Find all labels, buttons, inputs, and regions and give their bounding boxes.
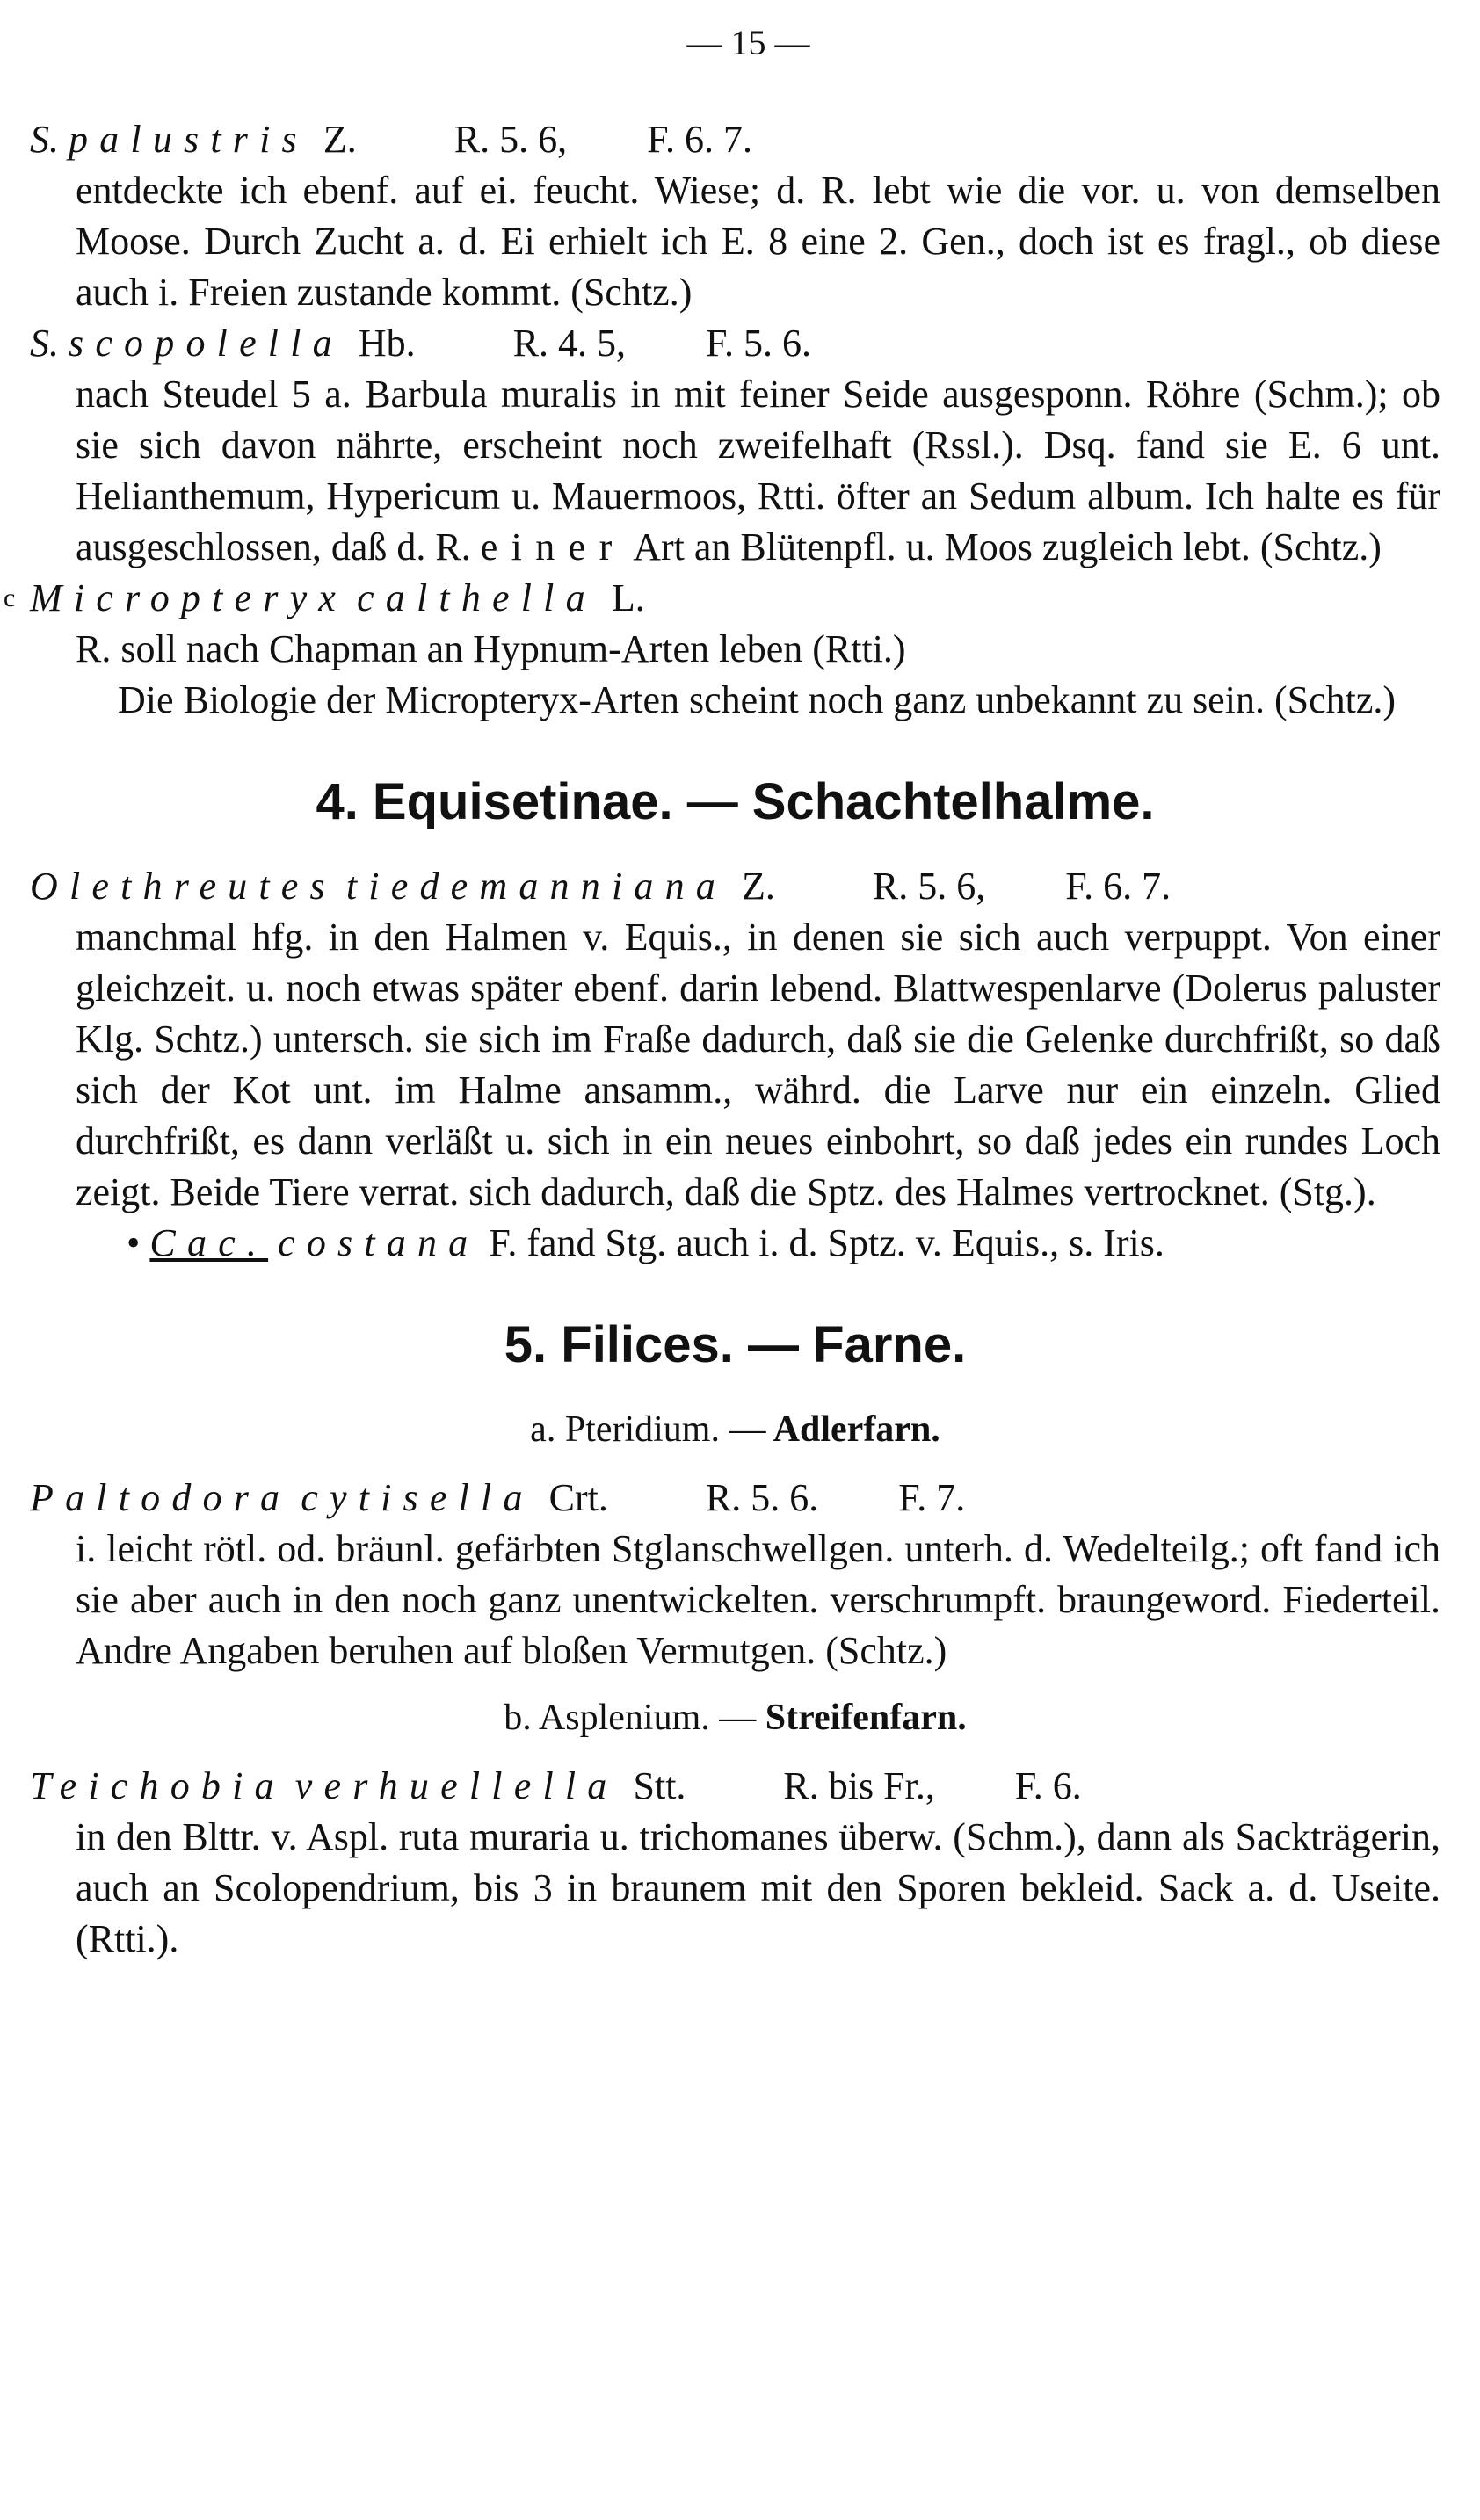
subsection-title — [30, 1404, 1440, 1455]
entry-header — [30, 573, 1440, 624]
species-name: cytisella — [301, 1476, 534, 1519]
author: Z. — [741, 865, 775, 908]
species-name: scopolella — [69, 322, 344, 365]
entry-text: in den Blttr. v. Aspl. ruta muraria u. trichomanes überw. (Schm.), dann als Sackträgerin, auch an Scolopendrium, bis 3 in braunem mit den Sporen bekleid. Sack a. d. Useite. (Rtti.). — [76, 1815, 1440, 1960]
entry-text: R. soll nach Chapman an Hypnum-Arten leben (Rtti.) — [76, 627, 906, 670]
section-title: 5. Filices. — Farne. — [504, 1316, 967, 1373]
genus: S. — [30, 118, 59, 161]
subsection-name: Streifenfarn. — [765, 1698, 967, 1738]
species-entry — [30, 861, 1440, 1218]
bullet-mark: • — [127, 1221, 141, 1264]
larva-period: R. 4. 5, — [512, 322, 626, 365]
genus: S. — [30, 322, 59, 365]
subsection-name: Adlerfarn. — [773, 1409, 940, 1450]
larva-period: R. 5. 6. — [705, 1476, 819, 1519]
entry-text: nach Steudel 5 a. Barbula muralis in mit feiner Seide ausgesponn. Röhre (Schm.); ob sie sich davon nährte, erscheint noch zweifelhaft (Rssl.). Dsq. fand sie E. 6 unt. Helianthemum, Hypericum u. Mauermoos, Rtti. öfter an Sedum album. Ich halte es für ausgeschlossen, daß d. R. einer Art an Blütenpfl. u. Moos zugleich lebt. (Schtz.) — [76, 373, 1440, 568]
larva-period: R. bis Fr., — [783, 1764, 935, 1807]
subsection-label: b. Asplenium. — [504, 1698, 710, 1738]
moth-period: F. 6. — [1014, 1764, 1082, 1807]
genus: Cac. — [149, 1221, 269, 1264]
species-name: tiedemanniana — [345, 865, 727, 908]
entry-header — [30, 114, 1440, 165]
species-entry — [30, 1473, 1440, 1676]
subsection-dash: — — [719, 1698, 757, 1738]
author: Z. — [323, 118, 357, 161]
document-page — [4, 18, 1440, 1965]
bullet-entry — [30, 1218, 1440, 1269]
author: Stt. — [633, 1764, 686, 1807]
section-title: 4. Equisetinae. — Schachtelhalme. — [316, 773, 1155, 830]
moth-period: F. 7. — [898, 1476, 966, 1519]
entry-text: entdeckte ich ebenf. auf ei. feucht. Wiese; d. R. lebt wie die vor. u. von demselben Moose. Durch Zucht a. d. Ei erhielt ich E. 8 eine 2. Gen., doch ist es fragl., ob diese auch i. Freien zustande kommt. (Schtz.) — [76, 169, 1440, 314]
page-number: — 15 — — [686, 23, 810, 62]
author: Hb. — [358, 322, 416, 365]
margin-mark: c — [4, 583, 16, 612]
moth-period: F. 5. 6. — [706, 322, 811, 365]
species-name: costana — [278, 1221, 480, 1264]
entry-text: manchmal hfg. in den Halmen v. Equis., in denen sie sich auch verpuppt. Von einer gleichzeit. u. noch etwas später ebenf. darin lebend. Blattwespenlarve (Dolerus paluster Klg. Schtz.) untersch. sie sich im Fraße dadurch, daß sie die Gelenke durchfrißt, so daß sich der Kot unt. im Halme ansamm., währd. die Larve nur ein einzeln. Glied durchfrißt, es dann verläßt u. sich in ein neues einbohrt, so daß jedes ein rundes Loch zeigt. Beide Tiere verrat. sich dadurch, daß die Sptz. des Halmes vertrocknet. (Stg.). — [76, 916, 1440, 1213]
species-name: verhuellella — [294, 1764, 619, 1807]
species-name: calthella — [357, 576, 597, 619]
moth-period: F. 6. 7. — [1065, 865, 1172, 908]
genus: Micropteryx — [30, 576, 348, 619]
genus: Paltodora — [30, 1476, 292, 1519]
moth-period: F. 6. 7. — [647, 118, 753, 161]
entry-header — [30, 1761, 1440, 1812]
genus: Olethreutes — [30, 865, 337, 908]
author: L. — [611, 576, 645, 619]
genus: Teichobia — [30, 1764, 286, 1807]
entry-text: fand Stg. auch i. d. Sptz. v. Equis., s. Iris. — [526, 1221, 1164, 1264]
entry-note: Die Biologie der Micropteryx-Arten scheint noch ganz unbekannt zu sein. (Schtz.) — [118, 678, 1396, 721]
species-entry — [30, 318, 1440, 573]
author: F. — [489, 1221, 518, 1264]
species-entry — [30, 114, 1440, 318]
species-name: palustris — [69, 118, 308, 161]
species-entry — [30, 1761, 1440, 1965]
entry-text: i. leicht rötl. od. bräunl. gefärbten Stglanschwellgen. unterh. d. Wedelteilg.; oft fand ich sie aber auch in den noch ganz unentwickelten. verschrumpft. braungeword. Fiederteil. Andre Angaben beruhen auf bloßen Vermutgen. (Schtz.) — [76, 1527, 1440, 1672]
author: Crt. — [548, 1476, 608, 1519]
species-entry — [4, 573, 1440, 726]
subsection-dash: — — [729, 1409, 766, 1450]
entry-header — [30, 318, 1440, 369]
larva-period: R. 5. 6, — [453, 118, 568, 161]
entry-header — [30, 861, 1440, 912]
larva-period: R. 5. 6, — [872, 865, 986, 908]
spaced-word: einer — [480, 525, 626, 568]
bullet-line — [127, 1218, 1440, 1269]
subsection-title — [30, 1692, 1440, 1743]
entry-header — [30, 1473, 1440, 1524]
subsection-label: a. Pteridium. — [530, 1409, 720, 1450]
